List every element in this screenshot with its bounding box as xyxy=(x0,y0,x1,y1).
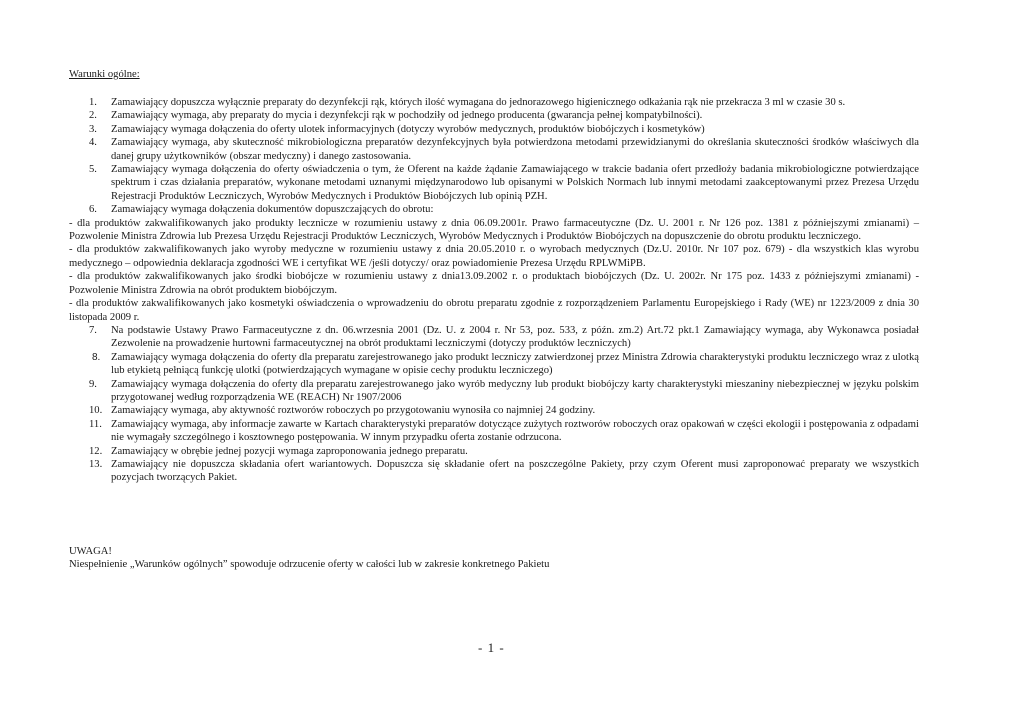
item-text: Zamawiający wymaga dołączenia dokumentów dopuszczających do obrotu: xyxy=(111,204,434,216)
item-text: Zamawiający wymaga, aby skuteczność mikrobiologiczna preparatów dezynfekcyjnych była potwierdzona metodami przewidzianymi do określania skuteczności środków właściwych dla danej grupy użytkowników (obszar medyczny) i danego zastosowania. xyxy=(111,137,919,162)
item-number: 9. xyxy=(89,378,97,390)
list-item xyxy=(69,163,919,203)
sub-item-medical-devices: - dla produktów zakwalifikowanych jako wyroby medyczne w rozumieniu ustawy z dnia 20.05.2010 r. o wyrobach medycznych (Dz.U. 2010r. Nr 107 poz. 679) - dla wszystkich klas wyrobu medycznego – odpowiednia deklaracja zgodności WE i certyfikat WE /jeśli dotyczy/ oraz powiadomienie Prezesa Urzędu RPLWMiPB. xyxy=(69,244,919,269)
section-title: Warunki ogólne: xyxy=(69,69,140,80)
item-number: 7. xyxy=(89,324,97,336)
item-number: 3. xyxy=(89,123,97,135)
list-item xyxy=(69,324,919,351)
list-item xyxy=(69,378,919,405)
warning-block xyxy=(69,545,929,572)
item-text: Zamawiający w obrębie jednej pozycji wymaga zaproponowania jednego preparatu. xyxy=(111,445,468,457)
item-number: 6. xyxy=(89,204,97,216)
list-item xyxy=(69,445,919,458)
list-item xyxy=(69,96,919,109)
sub-item-medicinal-products: - dla produktów zakwalifikowanych jako produkty lecznicze w rozumieniu ustawy z dnia 06.09.2001r. Prawo farmaceutyczne (Dz. U. 2001 r. Nr 126 poz. 1381 z późniejszymi zmianami) – Pozwolenie Ministra Zdrowia lub Prezesa Urzędu Rejestracji Produktów Leczniczych, Wyrobów Medycznych i Produktów Biobójczych na dopuszczenie do obrotu produktu leczniczego. xyxy=(69,217,919,243)
item-text: Zamawiający wymaga dołączenia do oferty dla preparatu zarejestrowanego jako wyrób medyczny lub produkt biobójczy karty charakterystyki mieszaniny niebezpiecznej w języku polskim przygotowanej według rozporządzenia WE (REACH) Nr 1907/2006 xyxy=(111,378,919,403)
sub-item-biocidal-products: - dla produktów zakwalifikowanych jako środki biobójcze w rozumieniu ustawy z dnia13.09.2002 r. o produktach biobójczych (Dz. U. 2002r. Nr 175 poz. 1433 z późniejszymi zmianami) - Pozwolenie Ministra Zdrowia na obrót produktem biobójczym. xyxy=(69,271,919,296)
list-item xyxy=(69,136,919,163)
item-number: 1. xyxy=(89,97,97,108)
item-text: Zamawiający dopuszcza wyłącznie preparaty do dezynfekcji rąk, których ilość wymagana do jednorazowego higienicznego odkażania rąk nie przekracza 3 ml w czasie 30 s. xyxy=(111,97,846,108)
item-text: Zamawiający wymaga dołączenia do oferty oświadczenia o tym, że Oferent na każde żądanie Zamawiającego w trakcie badania ofert przedłoży badania mikrobiologiczne potwierdzające spektrum i czas działania preparatów, wykonane metodami uznanymi międzynarodowo lub opisanymi w Polskich Normach lub innymi metodami zaakceptowanymi przez Prezesa Urzędu Rejestracji Produktów Leczniczych, Wyrobów Medycznych i Produktów Biobójczych lub opinią PZH. xyxy=(111,164,919,202)
item-text: Zamawiający nie dopuszcza składania ofert wariantowych. Dopuszcza się składanie ofert na poszczególne Pakiety, przy czym Oferent musi zaproponować preparaty we wszystkich pozycjach tworzących Pakiet. xyxy=(111,458,919,484)
item-text: Zamawiający wymaga, aby aktywność roztworów roboczych po przygotowaniu wynosiła co najmniej 24 godziny. xyxy=(111,405,596,417)
item-number: 2. xyxy=(89,110,97,122)
item-text: Zamawiający wymaga, aby informacje zawarte w Kartach charakterystyki preparatów dotyczące zużytych roztworów roboczych oraz opakowań w części ekologii i postępowania z odpadami nie wymagały szczególnego i kosztownego postępowania. W innym przypadku oferta zostanie odrzucona. xyxy=(111,418,919,444)
item-number: 12. xyxy=(89,445,103,457)
list-item xyxy=(69,123,919,136)
list-item xyxy=(69,203,919,216)
item-number: 11. xyxy=(89,418,102,430)
warning-heading: UWAGA! xyxy=(69,546,112,557)
warning-text: Niespełnienie „Warunków ogólnych” spowoduje odrzucenie oferty w całości lub w zakresie konkretnego Pakietu xyxy=(69,559,550,571)
sub-item-cosmetics: - dla produktów zakwalifikowanych jako kosmetyki oświadczenia o wprowadzeniu do obrotu preparatu zgodnie z rozporządzeniem Parlamentu Europejskiego i Rady (WE) nr 1223/2009 z dnia 30 listopada 2009 r. xyxy=(69,298,919,323)
list-item xyxy=(69,404,919,417)
page-number: - 1 - xyxy=(478,640,505,655)
item-number: 8. xyxy=(92,351,101,363)
item-number: 4. xyxy=(89,137,97,149)
item-number: 13. xyxy=(89,458,103,470)
list-item xyxy=(69,351,919,378)
conditions-list xyxy=(69,96,919,485)
item-number: 5. xyxy=(89,164,97,176)
item-text: Na podstawie Ustawy Prawo Farmaceutyczne z dn. 06.wrzesnia 2001 (Dz. U. z 2004 r. Nr 53, poz. 533, z późn. zm.2) Art.72 pkt.1 Zamawiający wymaga, aby Wykonawca posiadał Zezwolenie na prowadzenie hurtowni farmaceutycznej na obrót produktami leczniczymi (dotyczy produktów leczniczych) xyxy=(111,324,919,350)
item-text: Zamawiający wymaga dołączenia do oferty dla preparatu zarejestrowanego jako produkt leczniczy zatwierdzonej przez Ministra Zdrowia charakterystyki produktu leczniczego wraz z ulotką lub etykietą pełniącą funkcję ulotki (potwierdzających wymagane w opisie cechy produktu leczniczego) xyxy=(111,351,919,377)
item-text: Zamawiający wymaga dołączenia do oferty ulotek informacyjnych (dotyczy wyrobów medycznych, produktów biobójczych i kosmetyków) xyxy=(111,123,705,135)
list-item xyxy=(69,458,919,485)
list-item xyxy=(69,418,919,445)
item-number: 10. xyxy=(89,405,103,417)
list-item xyxy=(69,109,919,122)
item-text: Zamawiający wymaga, aby preparaty do mycia i dezynfekcji rąk w pochodziły od jednego producenta (gwarancja pełnej kompatybilności). xyxy=(111,110,703,122)
